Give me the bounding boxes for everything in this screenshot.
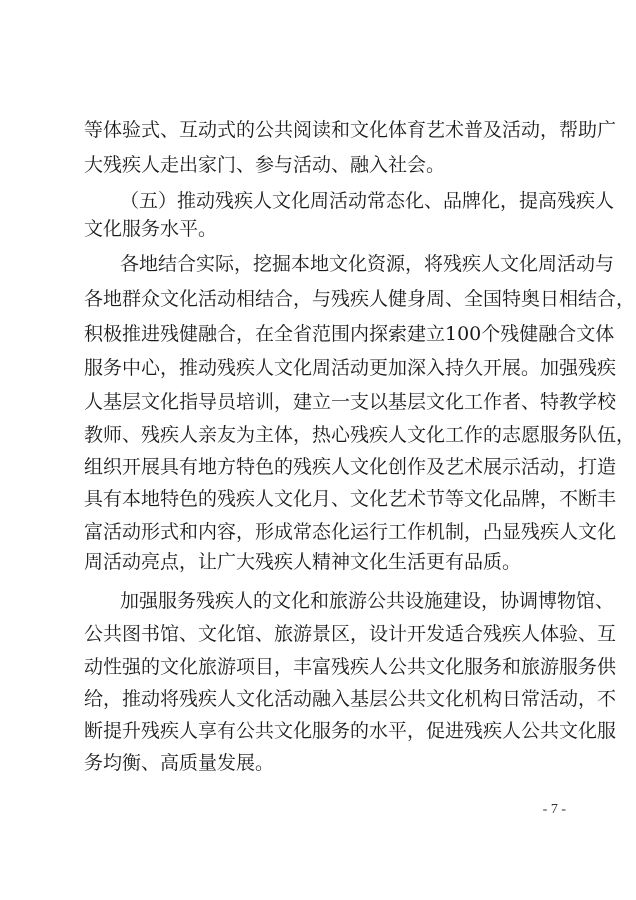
line-text: 公共图书馆、文化馆、旅游景区，设计开发适合残疾人体验、互 (84, 623, 617, 645)
line-text: 动性强的文化旅游项目，丰富残疾人公共文化服务和旅游服务供 (84, 656, 617, 678)
text-line (0, 652, 636, 682)
section-heading-line (0, 214, 636, 244)
text-line (0, 284, 636, 314)
line-text: 积极推进残健融合，在全省范围内探索建立100个残健融合文体 (84, 323, 615, 345)
line-text: 各地群众文化活动相结合，与残疾人健身周、全国特奥日相结合， (84, 288, 636, 310)
text-line (0, 586, 636, 616)
line-text: 等体验式、互动式的公共阅读和文化体育艺术普及活动，帮助广 (84, 119, 617, 141)
line-text: 大残疾人走出家门、参与活动、融入社会。 (84, 154, 446, 176)
text-line (0, 748, 636, 778)
line-text: 组织开展具有地方特色的残疾人文化创作及艺术展示活动，打造 (84, 456, 617, 478)
line-text: 周活动亮点，让广大残疾人精神文化生活更有品质。 (84, 551, 522, 573)
page-number: - 7 - (542, 802, 566, 817)
section-heading-text: 文化服务水平。 (84, 218, 218, 240)
line-text: 断提升残疾人享有公共文化服务的水平，促进残疾人公共文化服 (84, 720, 617, 742)
text-line (0, 420, 636, 450)
text-line (0, 353, 636, 383)
text-line (0, 150, 636, 180)
text-line (0, 716, 636, 746)
text-line (0, 115, 636, 145)
text-line (0, 619, 636, 649)
text-line (0, 249, 636, 279)
line-text: 各地结合实际，挖掘本地文化资源，将残疾人文化周活动与 (120, 253, 615, 275)
section-heading-text: （五）推动残疾人文化周活动常态化、品牌化，提高残疾人 (120, 190, 615, 212)
line-text: 给，推动将残疾人文化活动融入基层公共文化机构日常活动，不 (84, 688, 617, 710)
line-text: 服务中心，推动残疾人文化周活动更加深入持久开展。加强残疾 (84, 357, 617, 379)
text-line (0, 684, 636, 714)
text-line (0, 319, 636, 349)
section-heading-line (0, 186, 636, 216)
line-text: 具有本地特色的残疾人文化月、文化艺术节等文化品牌，不断丰 (84, 488, 617, 510)
text-line (0, 452, 636, 482)
line-text: 人基层文化指导员培训，建立一支以基层文化工作者、特教学校 (84, 391, 617, 413)
text-line (0, 387, 636, 417)
text-line (0, 517, 636, 547)
line-text: 富活动形式和内容，形成常态化运行工作机制，凸显残疾人文化 (84, 521, 617, 543)
text-line (0, 547, 636, 577)
line-text: 务均衡、高质量发展。 (84, 752, 275, 774)
text-line (0, 484, 636, 514)
line-text: 加强服务残疾人的文化和旅游公共设施建设，协调博物馆、 (120, 590, 615, 612)
line-text: 教师、残疾人亲友为主体，热心残疾人文化工作的志愿服务队伍， (84, 424, 636, 446)
